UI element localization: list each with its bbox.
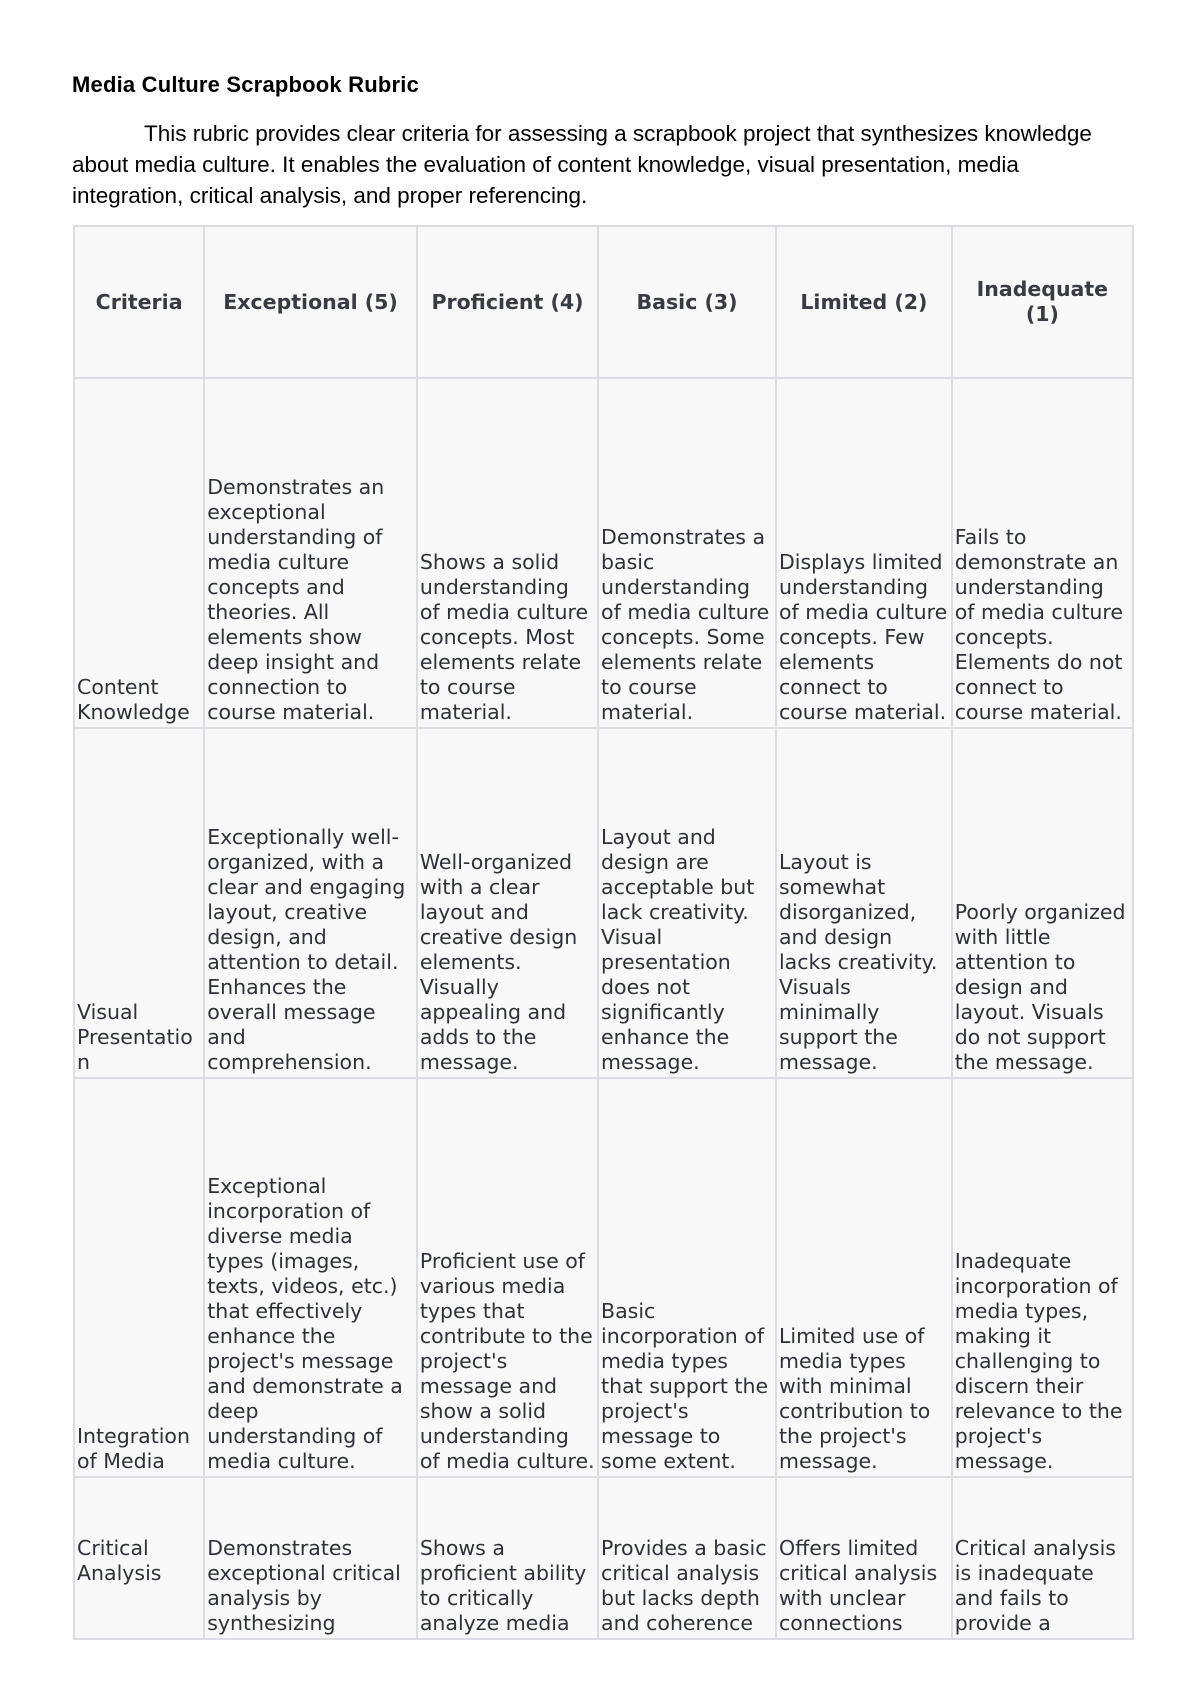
table-row xyxy=(74,1078,1133,1477)
header-inadequate: Inadequate (1) xyxy=(952,226,1133,378)
table-cell: Shows a proficient ability to critically analyze media xyxy=(417,1477,598,1639)
table-cell: Provides a basic critical analysis but lacks depth and coherence xyxy=(598,1477,776,1639)
intro-paragraph: This rubric provides clear criteria for assessing a scrapbook project that synthesizes knowledge about media culture. It enables the evaluation of content knowledge, visual presentation, media integration, critical analysis, and proper referencing. xyxy=(72,121,1092,208)
table-cell: Demonstrates a basic understanding of media culture concepts. Some elements relate to course material. xyxy=(598,378,776,728)
table-cell: Basic incorporation of media types that support the project's message to some extent. xyxy=(598,1078,776,1477)
table-cell: Demonstrates an exceptional understanding of media culture concepts and theories. All elements show deep insight and connection to course material. xyxy=(204,378,417,728)
table-header-row xyxy=(74,226,1133,378)
criteria-cell: Visual Presentation xyxy=(74,728,204,1078)
table-cell: Shows a solid understanding of media culture concepts. Most elements relate to course material. xyxy=(417,378,598,728)
criteria-cell: Integration of Media xyxy=(74,1078,204,1477)
table-cell: Displays limited understanding of media culture concepts. Few elements connect to course material. xyxy=(776,378,952,728)
table-row xyxy=(74,1477,1133,1639)
table-cell: Layout and design are acceptable but lack creativity. Visual presentation does not significantly enhance the message. xyxy=(598,728,776,1078)
table-cell: Well-organized with a clear layout and creative design elements. Visually appealing and adds to the message. xyxy=(417,728,598,1078)
table-cell: Fails to demonstrate an understanding of media culture concepts. Elements do not connect to course material. xyxy=(952,378,1133,728)
table-cell: Demonstrates exceptional critical analysis by synthesizing xyxy=(204,1477,417,1639)
header-proficient: Proficient (4) xyxy=(417,226,598,378)
table-cell: Limited use of media types with minimal contribution to the project's message. xyxy=(776,1078,952,1477)
table-cell: Exceptionally well-organized, with a clear and engaging layout, creative design, and attention to detail. Enhances the overall message and comprehension. xyxy=(204,728,417,1078)
table-row xyxy=(74,728,1133,1078)
table-cell: Inadequate incorporation of media types, making it challenging to discern their relevance to the project's message. xyxy=(952,1078,1133,1477)
table-cell: Exceptional incorporation of diverse media types (images, texts, videos, etc.) that effectively enhance the project's message and demonstrate a deep understanding of media culture. xyxy=(204,1078,417,1477)
header-exceptional: Exceptional (5) xyxy=(204,226,417,378)
rubric-table xyxy=(73,225,1134,1640)
table-row xyxy=(74,378,1133,728)
table-cell: Proficient use of various media types that contribute to the project's message and show a solid understanding of media culture. xyxy=(417,1078,598,1477)
header-criteria: Criteria xyxy=(74,226,204,378)
criteria-cell: Content Knowledge xyxy=(74,378,204,728)
table-cell: Layout is somewhat disorganized, and design lacks creativity. Visuals minimally support the message. xyxy=(776,728,952,1078)
table-cell: Critical analysis is inadequate and fails to provide a xyxy=(952,1477,1133,1639)
document-title: Media Culture Scrapbook Rubric xyxy=(72,72,420,97)
header-limited: Limited (2) xyxy=(776,226,952,378)
criteria-cell: Critical Analysis xyxy=(74,1477,204,1639)
table-cell: Poorly organized with little attention to design and layout. Visuals do not support the message. xyxy=(952,728,1133,1078)
header-basic: Basic (3) xyxy=(598,226,776,378)
table-cell: Offers limited critical analysis with unclear connections xyxy=(776,1477,952,1639)
